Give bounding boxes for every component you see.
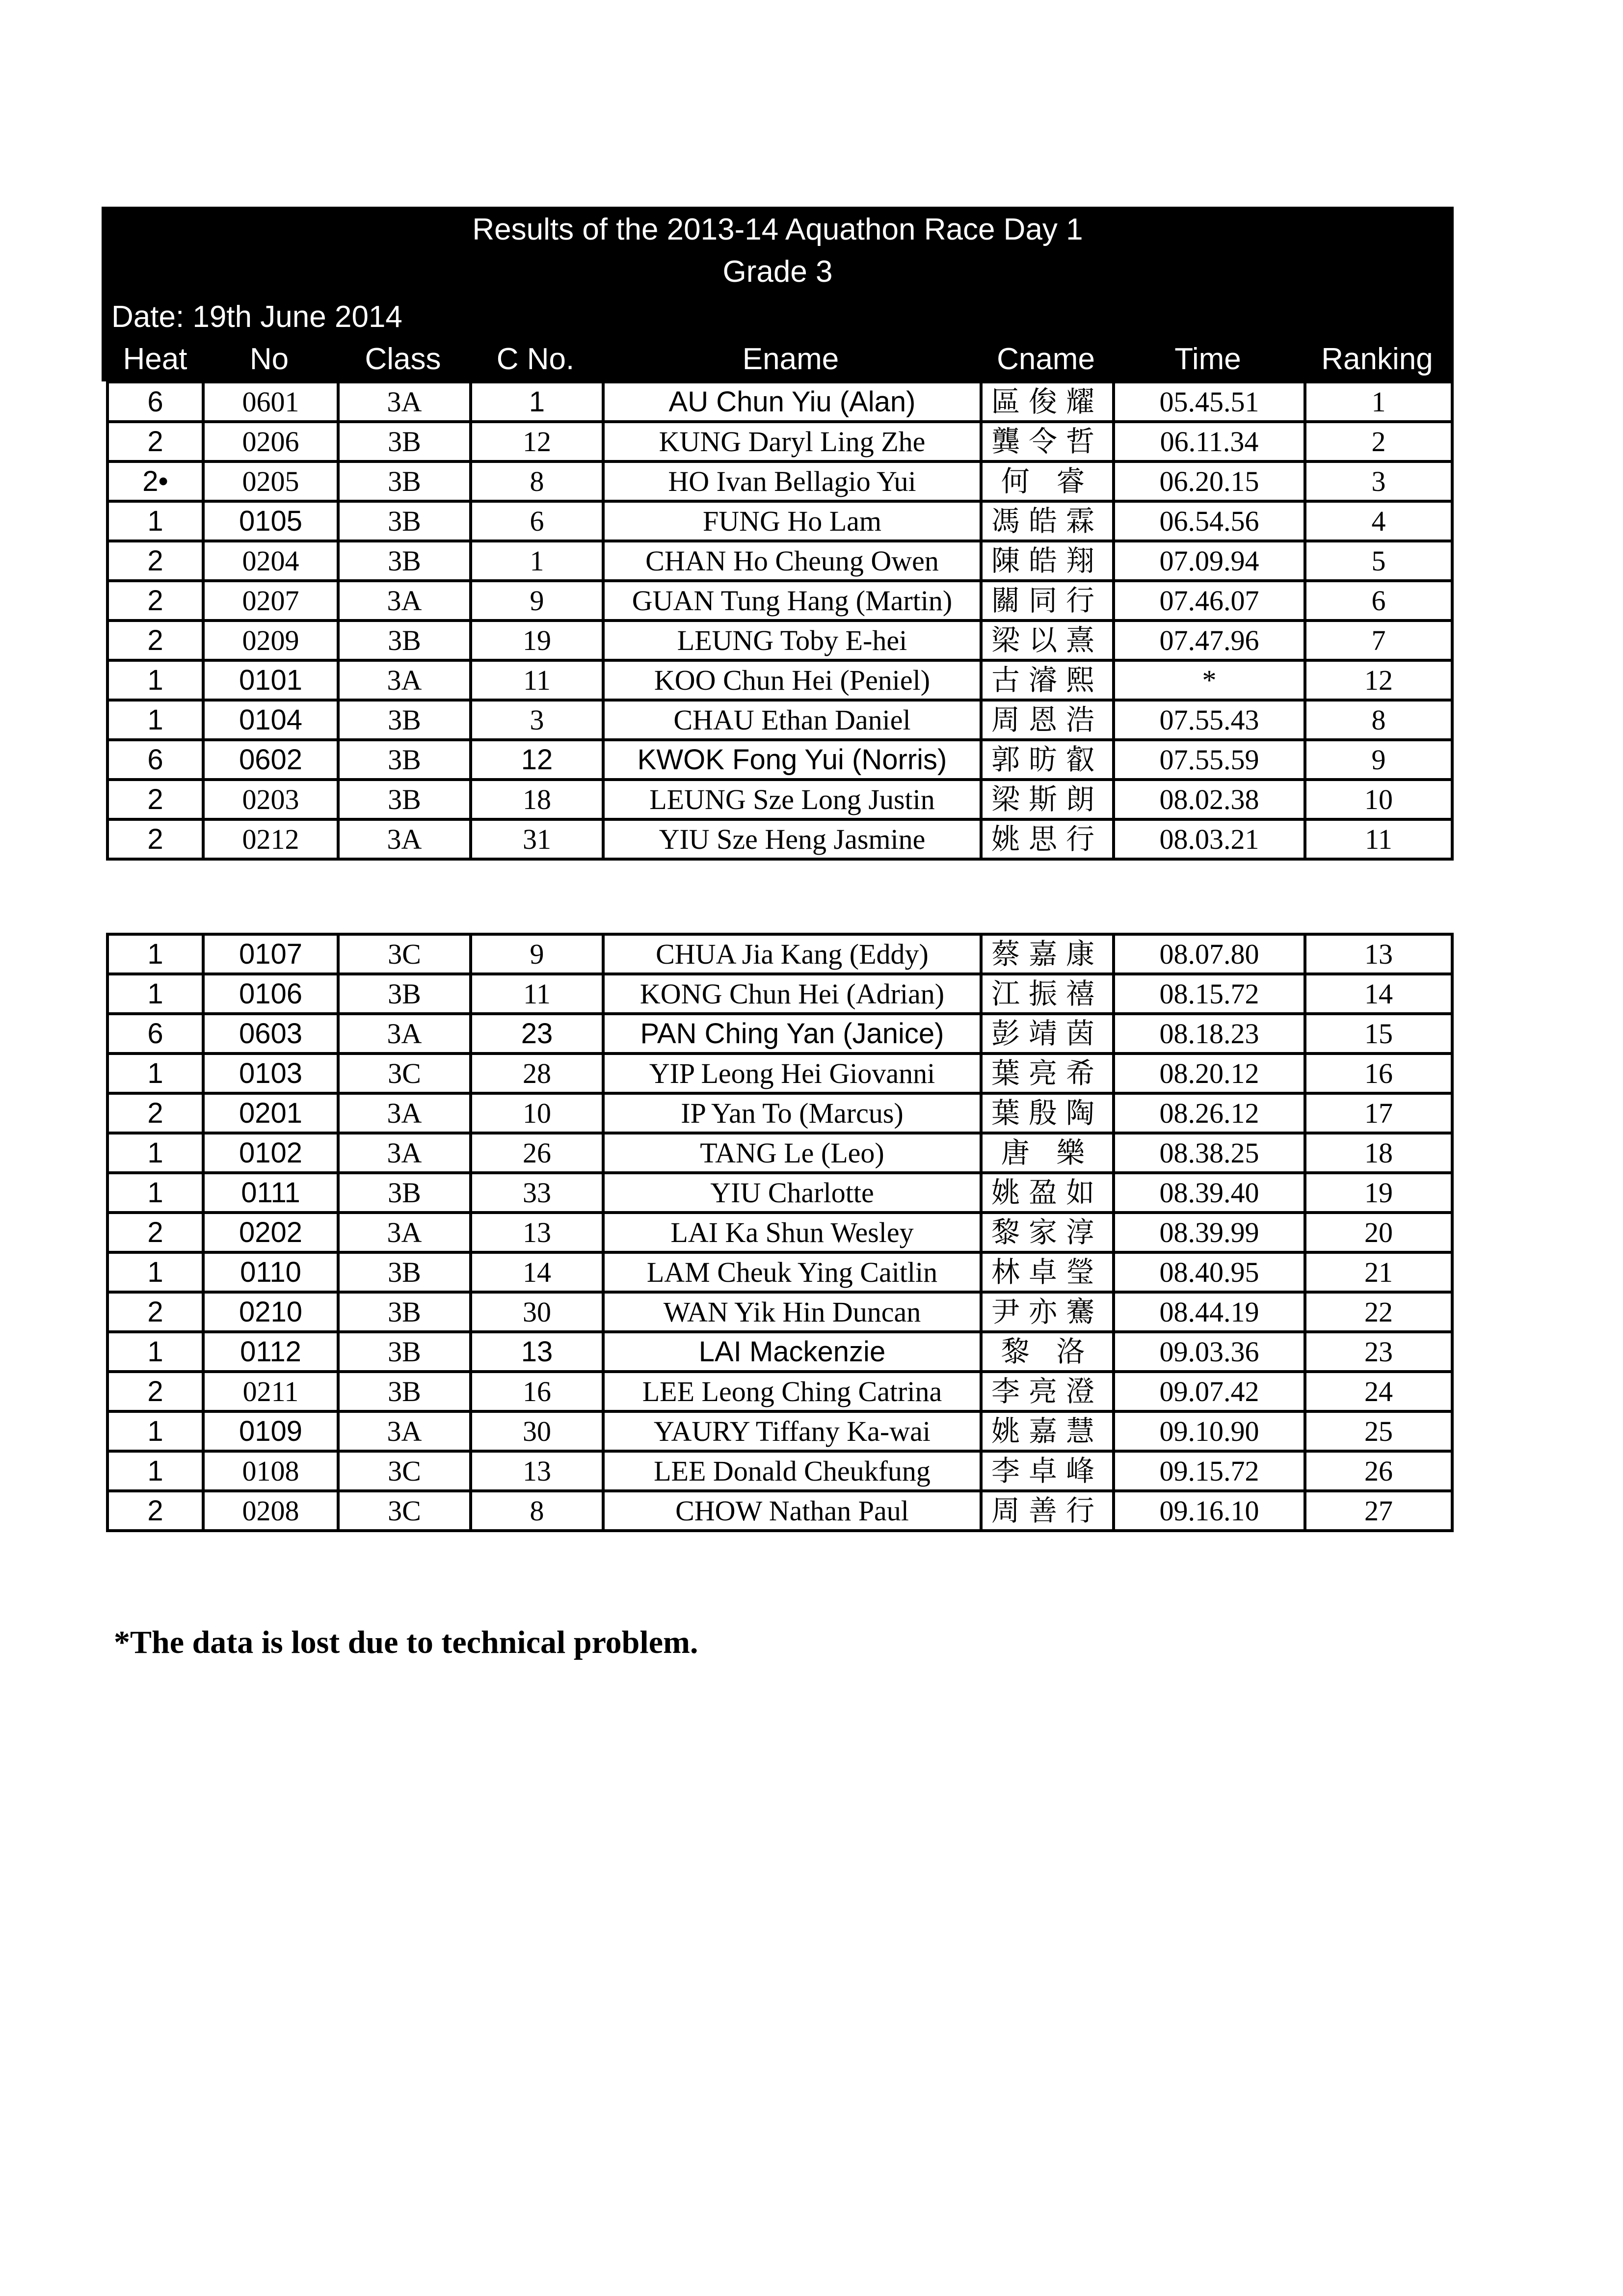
heat-cell: 1 <box>107 974 203 1014</box>
ename-cell: IP Yan To (Marcus) <box>603 1093 981 1133</box>
class-cell: 3B <box>338 974 471 1014</box>
time-cell: 08.18.23 <box>1114 1014 1305 1053</box>
ranking-cell: 12 <box>1305 660 1452 700</box>
class-cell: 3A <box>338 1213 471 1252</box>
ranking-cell: 7 <box>1305 621 1452 660</box>
table-row <box>107 1213 1452 1252</box>
table-row <box>107 382 1452 422</box>
table-row <box>107 1014 1452 1053</box>
no-cell: 0201 <box>203 1093 338 1133</box>
time-cell: 09.16.10 <box>1114 1491 1305 1531</box>
cname-cell: 林卓瑩 <box>981 1252 1114 1292</box>
ename-cell: YIU Charlotte <box>603 1173 981 1213</box>
race-date: Date: 19th June 2014 <box>111 300 402 334</box>
ranking-cell: 3 <box>1305 461 1452 501</box>
ranking-cell: 10 <box>1305 780 1452 819</box>
heat-cell: 1 <box>107 934 203 974</box>
cno-cell: 30 <box>471 1411 603 1451</box>
cname-cell: 彭靖茵 <box>981 1014 1114 1053</box>
no-cell: 0203 <box>203 780 338 819</box>
heat-cell: 1 <box>107 1252 203 1292</box>
ranking-cell: 19 <box>1305 1173 1452 1213</box>
heat-cell: 1 <box>107 501 203 541</box>
ranking-cell: 21 <box>1305 1252 1452 1292</box>
time-cell: 06.11.34 <box>1114 422 1305 461</box>
cno-cell: 33 <box>471 1173 603 1213</box>
table-row <box>107 541 1452 581</box>
heat-cell: 2• <box>107 461 203 501</box>
ranking-cell: 20 <box>1305 1213 1452 1252</box>
ename-cell: CHAU Ethan Daniel <box>603 700 981 740</box>
ranking-cell: 9 <box>1305 740 1452 780</box>
ename-cell: HO Ivan Bellagio Yui <box>603 461 981 501</box>
class-cell: 3A <box>338 1014 471 1053</box>
time-cell: 05.45.51 <box>1114 382 1305 422</box>
time-cell: 07.55.59 <box>1114 740 1305 780</box>
column-header-ranking: Ranking <box>1321 342 1433 376</box>
ranking-cell: 26 <box>1305 1451 1452 1491</box>
heat-cell: 2 <box>107 422 203 461</box>
heat-cell: 6 <box>107 740 203 780</box>
table-row <box>107 700 1452 740</box>
ename-cell: CHAN Ho Cheung Owen <box>603 541 981 581</box>
cno-cell: 3 <box>471 700 603 740</box>
class-cell: 3B <box>338 1173 471 1213</box>
time-cell: 06.54.56 <box>1114 501 1305 541</box>
ename-cell: TANG Le (Leo) <box>603 1133 981 1173</box>
cname-cell: 區俊耀 <box>981 382 1114 422</box>
cname-cell: 周善行 <box>981 1491 1114 1531</box>
ename-cell: YAURY Tiffany Ka-wai <box>603 1411 981 1451</box>
column-header-no: No <box>249 342 289 376</box>
time-cell: 08.07.80 <box>1114 934 1305 974</box>
time-cell: 08.38.25 <box>1114 1133 1305 1173</box>
table-row <box>107 1372 1452 1411</box>
ename-cell: LAM Cheuk Ying Caitlin <box>603 1252 981 1292</box>
cname-cell: 姚嘉慧 <box>981 1411 1114 1451</box>
ranking-cell: 14 <box>1305 974 1452 1014</box>
cname-cell: 黎家淳 <box>981 1213 1114 1252</box>
table-row <box>107 974 1452 1014</box>
cname-cell: 姚盈如 <box>981 1173 1114 1213</box>
ename-cell: CHUA Jia Kang (Eddy) <box>603 934 981 974</box>
cno-cell: 30 <box>471 1292 603 1332</box>
page-title: Results of the 2013-14 Aquathon Race Day 1 <box>472 213 1083 246</box>
ename-cell: GUAN Tung Hang (Martin) <box>603 581 981 621</box>
ranking-cell: 6 <box>1305 581 1452 621</box>
cno-cell: 11 <box>471 974 603 1014</box>
cno-cell: 9 <box>471 934 603 974</box>
ename-cell: CHOW Nathan Paul <box>603 1491 981 1531</box>
no-cell: 0105 <box>203 501 338 541</box>
ranking-cell: 1 <box>1305 382 1452 422</box>
cno-cell: 10 <box>471 1093 603 1133</box>
time-cell: 09.10.90 <box>1114 1411 1305 1451</box>
grade-subtitle: Grade 3 <box>722 255 833 289</box>
ranking-cell: 15 <box>1305 1014 1452 1053</box>
time-cell: 09.03.36 <box>1114 1332 1305 1372</box>
cname-cell: 唐 樂 <box>981 1133 1114 1173</box>
cname-cell: 關同行 <box>981 581 1114 621</box>
time-cell: 08.02.38 <box>1114 780 1305 819</box>
ename-cell: AU Chun Yiu (Alan) <box>603 382 981 422</box>
time-cell: 07.55.43 <box>1114 700 1305 740</box>
class-cell: 3B <box>338 501 471 541</box>
no-cell: 0204 <box>203 541 338 581</box>
no-cell: 0205 <box>203 461 338 501</box>
no-cell: 0112 <box>203 1332 338 1372</box>
cno-cell: 1 <box>471 382 603 422</box>
class-cell: 3A <box>338 382 471 422</box>
class-cell: 3B <box>338 1372 471 1411</box>
cname-cell: 葉殷陶 <box>981 1093 1114 1133</box>
class-cell: 3B <box>338 780 471 819</box>
ename-cell: FUNG Ho Lam <box>603 501 981 541</box>
ranking-cell: 22 <box>1305 1292 1452 1332</box>
ename-cell: LAI Mackenzie <box>603 1332 981 1372</box>
cno-cell: 31 <box>471 819 603 859</box>
table-row <box>107 740 1452 780</box>
table-row <box>107 501 1452 541</box>
heat-cell: 1 <box>107 1332 203 1372</box>
cno-cell: 6 <box>471 501 603 541</box>
time-cell: 09.07.42 <box>1114 1372 1305 1411</box>
cname-cell: 姚思行 <box>981 819 1114 859</box>
cname-cell: 蔡嘉康 <box>981 934 1114 974</box>
no-cell: 0206 <box>203 422 338 461</box>
class-cell: 3A <box>338 819 471 859</box>
cname-cell: 梁斯朗 <box>981 780 1114 819</box>
time-cell: 08.03.21 <box>1114 819 1305 859</box>
cno-cell: 28 <box>471 1053 603 1093</box>
heat-cell: 2 <box>107 581 203 621</box>
cname-cell: 馮皓霖 <box>981 501 1114 541</box>
ename-cell: LEE Donald Cheukfung <box>603 1451 981 1491</box>
no-cell: 0209 <box>203 621 338 660</box>
cno-cell: 18 <box>471 780 603 819</box>
table-row <box>107 780 1452 819</box>
no-cell: 0102 <box>203 1133 338 1173</box>
table-row <box>107 1451 1452 1491</box>
cname-cell: 何 睿 <box>981 461 1114 501</box>
ranking-cell: 11 <box>1305 819 1452 859</box>
class-cell: 3B <box>338 1252 471 1292</box>
footnote: *The data is lost due to technical problem. <box>114 1624 698 1660</box>
class-cell: 3B <box>338 700 471 740</box>
time-cell: * <box>1114 660 1305 700</box>
cno-cell: 26 <box>471 1133 603 1173</box>
class-cell: 3C <box>338 1491 471 1531</box>
results-table-top <box>106 380 1454 861</box>
time-cell: 07.09.94 <box>1114 541 1305 581</box>
class-cell: 3C <box>338 934 471 974</box>
time-cell: 08.39.99 <box>1114 1213 1305 1252</box>
results-table-bottom <box>106 933 1454 1532</box>
cname-cell: 黎 洛 <box>981 1332 1114 1372</box>
cno-cell: 13 <box>471 1451 603 1491</box>
ranking-cell: 18 <box>1305 1133 1452 1173</box>
table-row <box>107 819 1452 859</box>
cname-cell: 周恩浩 <box>981 700 1114 740</box>
table-row <box>107 1491 1452 1531</box>
table-row <box>107 1332 1452 1372</box>
ename-cell: KWOK Fong Yui (Norris) <box>603 740 981 780</box>
results-table-top-body <box>107 382 1452 859</box>
time-cell: 08.44.19 <box>1114 1292 1305 1332</box>
cname-cell: 李亮澄 <box>981 1372 1114 1411</box>
heat-cell: 2 <box>107 780 203 819</box>
class-cell: 3C <box>338 1451 471 1491</box>
table-row <box>107 422 1452 461</box>
ranking-cell: 17 <box>1305 1093 1452 1133</box>
time-cell: 08.20.12 <box>1114 1053 1305 1093</box>
results-table-bottom-body <box>107 934 1452 1531</box>
no-cell: 0103 <box>203 1053 338 1093</box>
cno-cell: 23 <box>471 1014 603 1053</box>
heat-cell: 1 <box>107 1411 203 1451</box>
class-cell: 3B <box>338 422 471 461</box>
time-cell: 06.20.15 <box>1114 461 1305 501</box>
table-row <box>107 621 1452 660</box>
table-row <box>107 660 1452 700</box>
cno-cell: 9 <box>471 581 603 621</box>
cname-cell: 古濬熙 <box>981 660 1114 700</box>
cno-cell: 13 <box>471 1332 603 1372</box>
no-cell: 0106 <box>203 974 338 1014</box>
cno-cell: 13 <box>471 1213 603 1252</box>
ranking-cell: 23 <box>1305 1332 1452 1372</box>
time-cell: 08.15.72 <box>1114 974 1305 1014</box>
no-cell: 0210 <box>203 1292 338 1332</box>
ename-cell: KONG Chun Hei (Adrian) <box>603 974 981 1014</box>
cname-cell: 葉亮希 <box>981 1053 1114 1093</box>
time-cell: 09.15.72 <box>1114 1451 1305 1491</box>
heat-cell: 2 <box>107 1093 203 1133</box>
table-row <box>107 1411 1452 1451</box>
ranking-cell: 2 <box>1305 422 1452 461</box>
class-cell: 3A <box>338 1133 471 1173</box>
class-cell: 3A <box>338 660 471 700</box>
no-cell: 0208 <box>203 1491 338 1531</box>
cname-cell: 龔令哲 <box>981 422 1114 461</box>
cname-cell: 陳皓翔 <box>981 541 1114 581</box>
table-row <box>107 581 1452 621</box>
cno-cell: 12 <box>471 422 603 461</box>
no-cell: 0212 <box>203 819 338 859</box>
cname-cell: 江振禧 <box>981 974 1114 1014</box>
ranking-cell: 13 <box>1305 934 1452 974</box>
class-cell: 3B <box>338 1292 471 1332</box>
heat-cell: 6 <box>107 1014 203 1053</box>
no-cell: 0109 <box>203 1411 338 1451</box>
heat-cell: 2 <box>107 1213 203 1252</box>
cname-cell: 李卓峰 <box>981 1451 1114 1491</box>
ranking-cell: 16 <box>1305 1053 1452 1093</box>
time-cell: 07.47.96 <box>1114 621 1305 660</box>
no-cell: 0601 <box>203 382 338 422</box>
no-cell: 0108 <box>203 1451 338 1491</box>
heat-cell: 2 <box>107 819 203 859</box>
ename-cell: LAI Ka Shun Wesley <box>603 1213 981 1252</box>
ename-cell: LEE Leong Ching Catrina <box>603 1372 981 1411</box>
column-header-ename: Ename <box>742 342 839 376</box>
heat-cell: 1 <box>107 1173 203 1213</box>
ranking-cell: 8 <box>1305 700 1452 740</box>
heat-cell: 2 <box>107 1292 203 1332</box>
heat-cell: 1 <box>107 1451 203 1491</box>
cname-cell: 郭昉叡 <box>981 740 1114 780</box>
cname-cell: 尹亦騫 <box>981 1292 1114 1332</box>
heat-cell: 1 <box>107 660 203 700</box>
heat-cell: 1 <box>107 700 203 740</box>
cno-cell: 1 <box>471 541 603 581</box>
class-cell: 3A <box>338 1093 471 1133</box>
no-cell: 0603 <box>203 1014 338 1053</box>
heat-cell: 2 <box>107 1372 203 1411</box>
no-cell: 0111 <box>203 1173 338 1213</box>
no-cell: 0207 <box>203 581 338 621</box>
table-row <box>107 1252 1452 1292</box>
heat-cell: 2 <box>107 541 203 581</box>
heat-cell: 2 <box>107 1491 203 1531</box>
no-cell: 0101 <box>203 660 338 700</box>
cno-cell: 19 <box>471 621 603 660</box>
no-cell: 0211 <box>203 1372 338 1411</box>
class-cell: 3A <box>338 1411 471 1451</box>
no-cell: 0202 <box>203 1213 338 1252</box>
time-cell: 08.26.12 <box>1114 1093 1305 1133</box>
heat-cell: 2 <box>107 621 203 660</box>
ranking-cell: 5 <box>1305 541 1452 581</box>
column-header-time: Time <box>1174 342 1241 376</box>
class-cell: 3B <box>338 541 471 581</box>
heat-cell: 6 <box>107 382 203 422</box>
cno-cell: 12 <box>471 740 603 780</box>
ranking-cell: 27 <box>1305 1491 1452 1531</box>
ename-cell: KOO Chun Hei (Peniel) <box>603 660 981 700</box>
table-row <box>107 1292 1452 1332</box>
cname-cell: 梁以熹 <box>981 621 1114 660</box>
heat-cell: 1 <box>107 1053 203 1093</box>
ename-cell: YIU Sze Heng Jasmine <box>603 819 981 859</box>
cno-cell: 16 <box>471 1372 603 1411</box>
table-row <box>107 1053 1452 1093</box>
cno-cell: 8 <box>471 461 603 501</box>
no-cell: 0107 <box>203 934 338 974</box>
class-cell: 3C <box>338 1053 471 1093</box>
class-cell: 3B <box>338 461 471 501</box>
column-header-cname: Cname <box>997 342 1095 376</box>
ename-cell: LEUNG Toby E-hei <box>603 621 981 660</box>
class-cell: 3B <box>338 1332 471 1372</box>
time-cell: 08.39.40 <box>1114 1173 1305 1213</box>
column-header-cno: C No. <box>496 342 575 376</box>
class-cell: 3B <box>338 621 471 660</box>
table-row <box>107 1133 1452 1173</box>
heat-cell: 1 <box>107 1133 203 1173</box>
column-header-heat: Heat <box>123 342 187 376</box>
table-row <box>107 461 1452 501</box>
ename-cell: YIP Leong Hei Giovanni <box>603 1053 981 1093</box>
ranking-cell: 4 <box>1305 501 1452 541</box>
no-cell: 0104 <box>203 700 338 740</box>
time-cell: 08.40.95 <box>1114 1252 1305 1292</box>
no-cell: 0602 <box>203 740 338 780</box>
ename-cell: KUNG Daryl Ling Zhe <box>603 422 981 461</box>
class-cell: 3A <box>338 581 471 621</box>
ranking-cell: 24 <box>1305 1372 1452 1411</box>
cno-cell: 11 <box>471 660 603 700</box>
cno-cell: 14 <box>471 1252 603 1292</box>
column-header-class: Class <box>365 342 441 376</box>
time-cell: 07.46.07 <box>1114 581 1305 621</box>
table-row <box>107 1093 1452 1133</box>
cno-cell: 8 <box>471 1491 603 1531</box>
ename-cell: LEUNG Sze Long Justin <box>603 780 981 819</box>
ename-cell: WAN Yik Hin Duncan <box>603 1292 981 1332</box>
no-cell: 0110 <box>203 1252 338 1292</box>
table-row <box>107 934 1452 974</box>
results-header <box>102 207 1454 381</box>
table-row <box>107 1173 1452 1213</box>
class-cell: 3B <box>338 740 471 780</box>
ename-cell: PAN Ching Yan (Janice) <box>603 1014 981 1053</box>
ranking-cell: 25 <box>1305 1411 1452 1451</box>
